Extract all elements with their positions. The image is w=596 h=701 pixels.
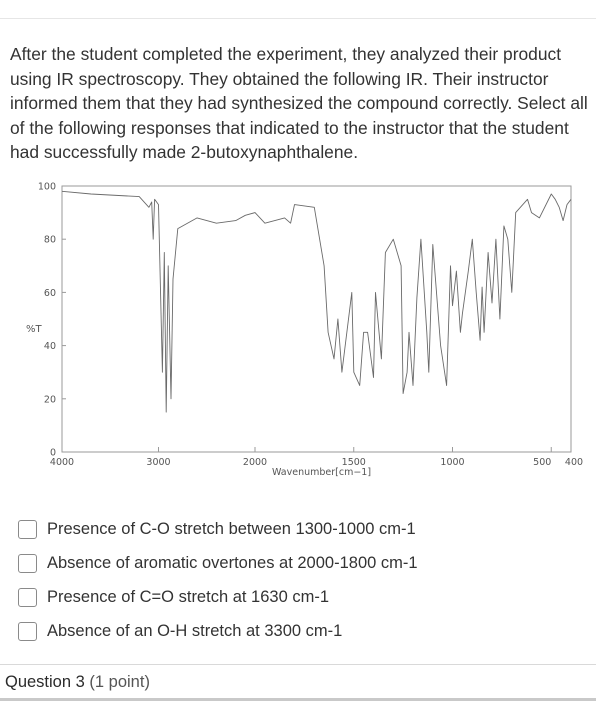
option-label: Presence of C=O stretch at 1630 cm-1 xyxy=(47,587,330,606)
plot-frame xyxy=(62,186,571,452)
answer-options xyxy=(18,512,578,648)
x-tick-label: 2000 xyxy=(242,457,268,468)
question-number xyxy=(5,673,150,692)
y-tick-label: 60 xyxy=(43,287,56,299)
x-tick-label: 500 xyxy=(533,457,552,468)
y-tick-label: 20 xyxy=(43,394,56,406)
y-tick-label: 100 xyxy=(37,181,56,193)
y-axis-label: %T xyxy=(26,324,42,335)
option-label: Absence of aromatic overtones at 2000-1800 cm-1 xyxy=(47,553,418,572)
question-prompt: After the student completed the experiment, they analyzed their product using IR spectroscopy. They obtained the following IR. Their instructor informed them that they had synthesized the compound correctly. Select all of the following responses that indicated to the instructor that the student had successfully made 2-butoxynaphthalene. xyxy=(10,44,588,162)
option-label: Presence of C-O stretch between 1300-1000 cm-1 xyxy=(47,519,416,538)
top-divider xyxy=(0,18,596,19)
question-title: Question 3 xyxy=(5,673,85,691)
question-points: (1 point) xyxy=(89,673,150,691)
option-c-o-stretch[interactable] xyxy=(18,512,578,546)
checkbox[interactable] xyxy=(18,588,37,607)
option-o-h-stretch[interactable] xyxy=(18,614,578,648)
spectrum-trace xyxy=(62,191,571,412)
x-tick-label: 3000 xyxy=(146,457,171,468)
x-tick-label: 1500 xyxy=(341,457,366,468)
option-label: Absence of an O-H stretch at 3300 cm-1 xyxy=(47,621,343,640)
x-tick-label: 400 xyxy=(564,457,584,468)
x-axis-label: Wavenumber[cm−1] xyxy=(272,467,372,478)
checkbox[interactable] xyxy=(18,520,37,539)
x-tick-label: 4000 xyxy=(49,457,75,468)
y-tick-label: 40 xyxy=(43,341,56,353)
question-footer xyxy=(0,664,596,701)
checkbox[interactable] xyxy=(18,622,37,641)
ir-spectrum-chart xyxy=(0,176,596,486)
y-tick-label: 80 xyxy=(43,234,56,246)
y-tick-label: 0 xyxy=(49,447,56,459)
option-aromatic-overtones[interactable] xyxy=(18,546,578,580)
x-tick-label: 1000 xyxy=(440,457,465,468)
option-c-double-o-stretch[interactable] xyxy=(18,580,578,614)
checkbox[interactable] xyxy=(18,554,37,573)
